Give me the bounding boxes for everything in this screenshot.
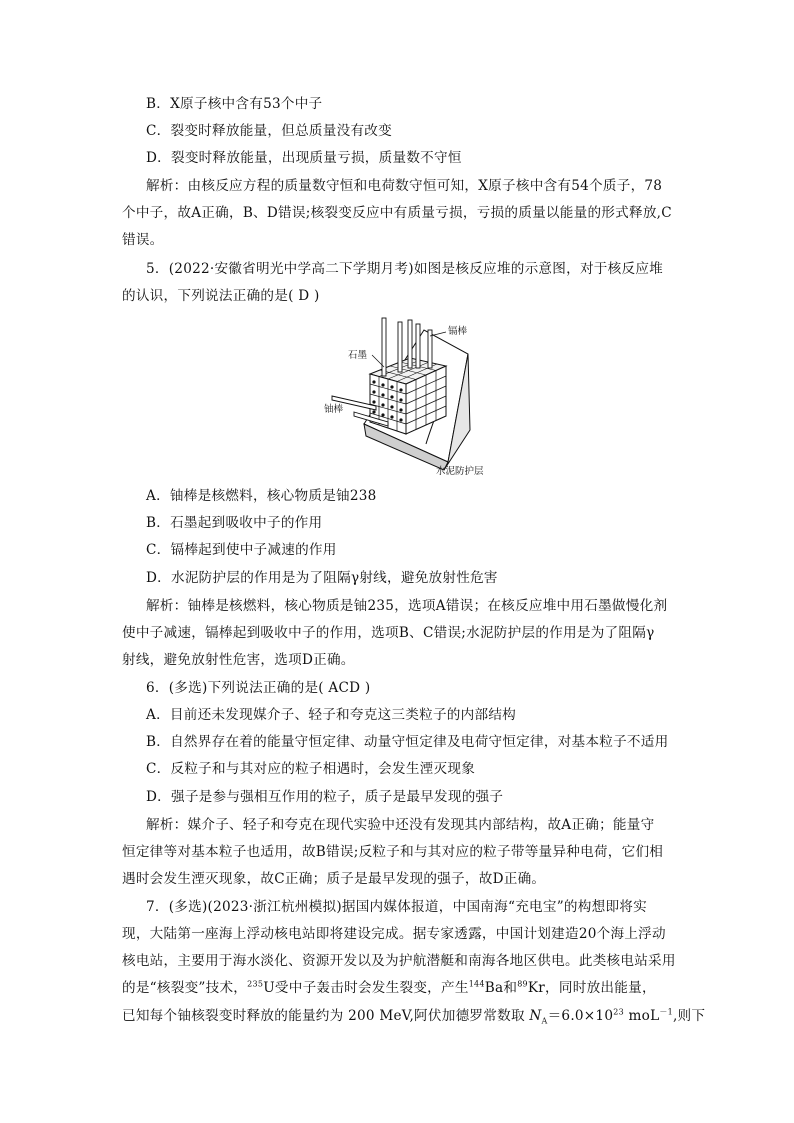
option-c-q6: C．反粒子和与其对应的粒子相遇时，会发生湮灭现象 [146,761,476,777]
analysis-q4-line2: 个中子，故A正确，B、D错误;核裂变反应中有质量亏损，亏损的质量以能量的形式释放,C [122,205,672,221]
label-concrete-shield: 水泥防护层 [436,466,484,477]
analysis-q5-line2: 使中子减速，镉棒起到吸收中子的作用，选项B、C错误;水泥防护层的作用是为了阻隔γ [122,625,655,641]
option-a-q6: A．目前还未发现媒介子、轻子和夸克这三类粒子的内部结构 [146,707,517,723]
kr89-mass-number: 89 [517,979,528,989]
option-a-q5: A．铀棒是核燃料，核心物质是铀238 [146,488,377,504]
analysis-q6-line3: 遇时会发生湮灭现象，故C正确；质子是最早发现的强子，故D正确。 [122,871,546,887]
reactor-diagram [318,312,528,480]
question-7-line2: 现，大陆第一座海上浮动核电站即将建设完成。据专家透露，中国计划建造20个海上浮动 [122,926,666,942]
analysis-q4-line1: 解析：由核反应方程的质量数守恒和电荷数守恒可知，X原子核中含有54个质子，78 [146,178,663,194]
q7-l5-part-d: ,则下 [672,1008,706,1024]
avogadro-symbol: N [529,1008,542,1024]
q7-l4-part-b: U受中子轰击时会发生裂变，产生 [263,980,469,996]
avogadro-subscript: A [541,1016,548,1026]
option-c-q5: C．镉棒起到使中子减速的作用 [146,542,337,558]
q7-l5-part-a: 已知每个铀核裂变时释放的能量约为 200 MeV,阿伏加德罗常数取 [122,1008,530,1024]
q7-l4-part-a: 的是“核裂变”技术， [122,980,248,996]
option-d-q4: D．裂变时释放能量，出现质量亏损，质量数不守恒 [146,150,462,166]
u235-mass-number: 235 [247,979,264,989]
question-6: 6．(多选)下列说法正确的是( ACD ) [146,680,371,696]
question-7-line3: 核电站，主要用于海水淡化、资源开发以及为护航潜艇和南海各地区供电。此类核电站采用 [122,953,676,969]
q7-l4-part-c: Ba和 [484,980,518,996]
option-b-q5: B．石墨起到吸收中子的作用 [146,515,323,531]
label-uranium-rod: 铀棒 [324,404,344,415]
option-d-q5: D．水泥防护层的作用是为了阻隔γ射线，避免放射性危害 [146,570,498,586]
option-c-q4: C．裂变时释放能量，但总质量没有改变 [146,123,392,139]
question-5-line1: 5．(2022·安徽省明光中学高二下学期月考)如图是核反应堆的示意图，对于核反应堆 [146,261,664,277]
label-graphite: 石墨 [348,350,368,361]
question-7-line5 [122,1006,706,1026]
label-cadmium-rod: 镉棒 [448,326,468,337]
q7-l5-part-c: moL [623,1008,660,1024]
question-7-line4 [122,978,682,998]
analysis-q6-line1: 解析：媒介子、轻子和夸克在现代实验中还没有发现其内部结构，故A正确；能量守 [146,817,655,833]
question-5-line2: 的认识，下列说法正确的是( D ) [122,288,320,304]
avogadro-exponent: 23 [613,1007,624,1017]
option-d-q6: D．强子是参与强相互作用的粒子，质子是最早发现的强子 [146,789,504,805]
q7-l5-part-b: ＝6.0×10 [547,1008,614,1024]
unit-exponent: －1 [659,1007,673,1017]
analysis-q5-line3: 射线，避免放射性危害，选项D正确。 [122,652,355,668]
analysis-q4-line3: 错误。 [122,232,164,248]
analysis-q6-line2: 恒定律等对基本粒子也适用，故B错误;反粒子和与其对应的粒子带等量异种电荷，它们相 [122,844,664,860]
option-b-q6: B．自然界存在着的能量守恒定律、动量守恒定律及电荷守恒定律，对基本粒子不适用 [146,734,669,750]
question-7-line1: 7．(多选)(2023·浙江杭州模拟)据国内媒体报道，中国南海“充电宝”的构想即将实 [146,899,647,915]
q7-l4-part-d: Kr，同时放出能量， [527,980,656,996]
analysis-q5-line1: 解析：铀棒是核燃料，核心物质是铀235，选项A错误；在核反应堆中用石墨做慢化剂 [146,598,668,614]
reactor-diagram-svg [318,312,528,480]
ba144-mass-number: 144 [468,979,485,989]
option-b-q4: B．X原子核中含有53个中子 [146,96,323,112]
